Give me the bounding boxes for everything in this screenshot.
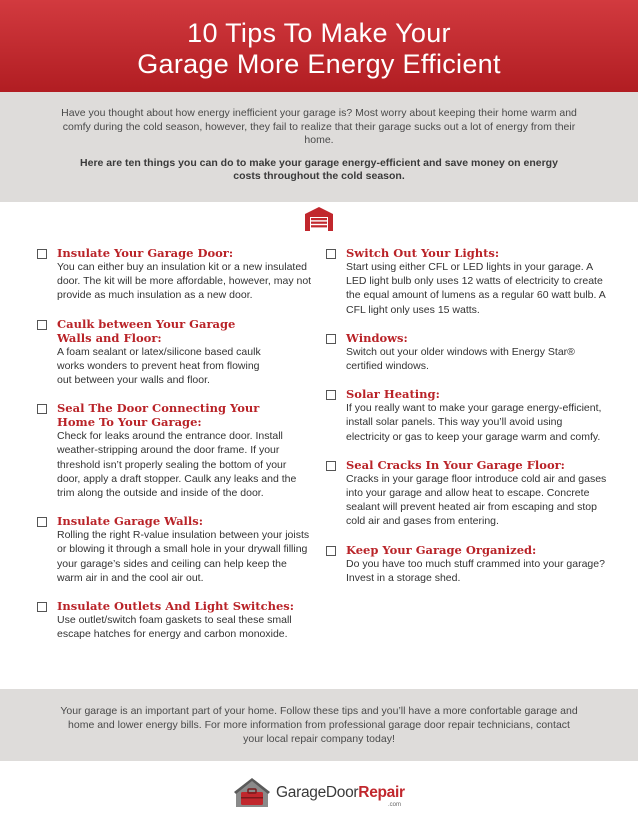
checkbox-icon (326, 546, 336, 556)
tip-item (326, 387, 608, 444)
tip-title: Insulate Garage Walls: (57, 514, 203, 529)
tip-title: Windows: (346, 330, 408, 345)
tip-item (326, 543, 608, 585)
tips-left-column (37, 246, 312, 641)
checkbox-icon (326, 249, 336, 259)
checkbox-icon (326, 334, 336, 344)
tips-right-column (326, 246, 608, 585)
tip-item (37, 401, 312, 500)
tip-title: Insulate Outlets And Light Switches: (57, 599, 294, 614)
tip-body: Do you have too much stuff crammed into your garage? Invest in a storage shed. (346, 557, 605, 584)
checkbox-icon (326, 461, 336, 471)
tip-title: Keep Your Garage Organized: (346, 542, 537, 557)
logo-suffix: .com (388, 802, 402, 808)
tip-item (326, 331, 608, 373)
tip-item (37, 317, 312, 388)
tip-item (326, 246, 608, 317)
checkbox-icon (37, 320, 47, 330)
title-line-2: Garage More Energy Efficient (137, 49, 501, 79)
tip-body: Cracks in your garage floor introduce cold air and gases into your garage and allow heat to escape. Concrete sealant will prevent heated air from escaping and stop cold air and gases from entering. (346, 472, 607, 528)
house-toolbox-icon (232, 774, 274, 810)
tip-item (326, 458, 608, 529)
tip-body: A foam sealant or latex/silicone based caulk works wonders to prevent heat from flowing out between your walls and floor. (57, 345, 261, 387)
tip-body: Switch out your older windows with Energy Star® certified windows. (346, 345, 575, 373)
checkbox-icon (326, 390, 336, 400)
page-title (0, 0, 638, 80)
tip-item (37, 514, 312, 585)
checkbox-icon (37, 602, 47, 612)
tip-title: Switch Out Your Lights: (346, 246, 500, 260)
tip-item (37, 599, 312, 641)
intro-lead: Have you thought about how energy inefficient your garage is? Most worry about keeping their home warm and comfy during the cold season, however, they fail to realize that their garage sucks out a lot of energy from their home. (61, 107, 577, 146)
tip-title: Seal The Door Connecting Your Home To Your Garage: (57, 401, 260, 430)
tip-title: Insulate Your Garage Door: (57, 246, 234, 260)
tip-title: Solar Heating: (346, 387, 440, 402)
tip-item (37, 246, 312, 303)
tip-body: Rolling the right R-value insulation between your joists or blowing it through a small hole in your drywall filling your garage’s sides and ceiling can help keep the warm air in and the cool air out. (57, 529, 310, 584)
logo-wordmark (276, 784, 405, 802)
title-line-1: 10 Tips To Make Your (187, 18, 451, 48)
tip-body: You can either buy an insulation kit or a new insulated door. The kit will be more affordable, however, may not provide as much insulation as a new door. (57, 261, 312, 302)
tip-body: Use outlet/switch foam gaskets to seal these small escape hatches for energy and carbon monoxide. (57, 614, 292, 641)
logo-text-2: Repair (358, 784, 405, 801)
garage-icon (304, 206, 334, 232)
company-logo (232, 774, 412, 812)
intro-bold: Here are ten things you can do to make your garage energy-efficient and save money on energy costs throughout the cold season. (80, 156, 558, 182)
tip-body: If you really want to make your garage energy-efficient, install solar panels. This way you’ll avoid using electricity or gas to keep your garage warm and comfy. (346, 402, 602, 443)
checkbox-icon (37, 249, 47, 259)
tip-body: Check for leaks around the entrance door. Install weather-stripping around the door frame. If your threshold isn’t properly sealing the bottom of your door, apply a draft stopper. Caulk any leaks and the trim along the outside and inside of the door. (57, 430, 297, 500)
tip-title: Caulk between Your Garage Walls and Floor: (57, 316, 236, 345)
footer-text: Your garage is an important part of your home. Follow these tips and you’ll have a more confortable garage and home and lower energy bills. For more information from professional garage door repair technicians, contact your local repair company today! (60, 705, 578, 745)
checkbox-icon (37, 404, 47, 414)
checkbox-icon (37, 517, 47, 527)
header-banner (0, 0, 638, 92)
footer-band (0, 689, 638, 761)
logo-text-1: GarageDoor (276, 784, 359, 801)
tip-title: Seal Cracks In Your Garage Floor: (346, 457, 565, 472)
intro-band (0, 92, 638, 202)
tip-body: Start using either CFL or LED lights in your garage. A LED light bulb only uses 12 watts of electricity to create the equal amount of lumens as a regular 60 watt bulb. A CFL light only uses 15 watts. (346, 261, 606, 316)
